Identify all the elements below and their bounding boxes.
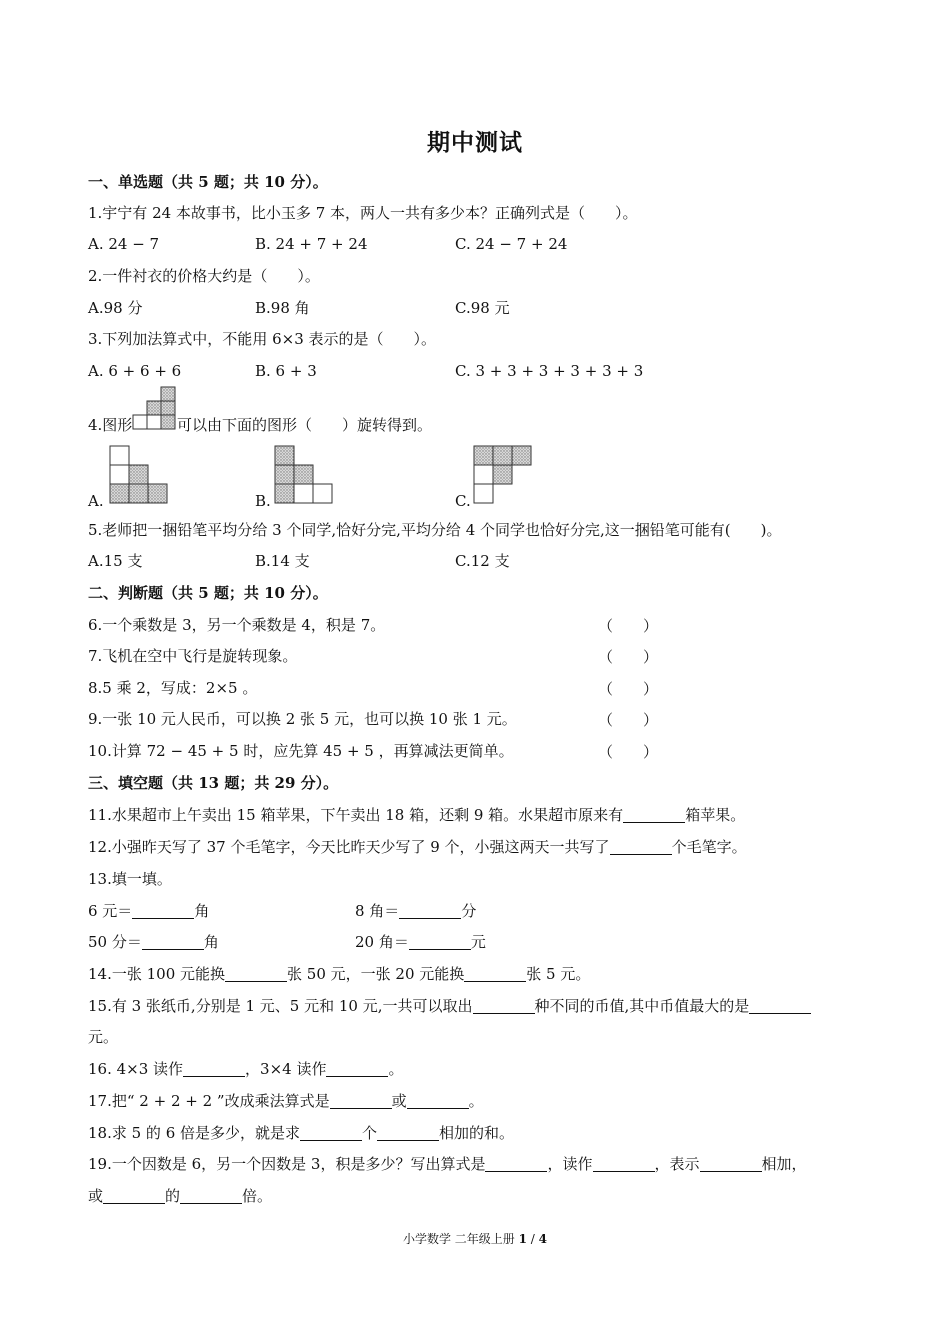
question-14: [88, 964, 590, 984]
question-18-blank-1[interactable]: [300, 1124, 362, 1141]
question-18: [88, 1123, 514, 1143]
question-15-blank-1[interactable]: [473, 997, 535, 1014]
question-17-blank-1[interactable]: [330, 1092, 392, 1109]
question-4-option-a-figure: [106, 444, 170, 504]
question-13-item-3-unit: 角: [203, 933, 219, 951]
question-16-text-2: ，3×4 读作: [245, 1060, 327, 1078]
question-13-item-4-text: 20 角＝: [355, 933, 409, 951]
question-2-option-b: B.98 角: [255, 299, 310, 317]
question-19-blank-5[interactable]: [180, 1187, 242, 1204]
question-14-text-3: 张 5 元。: [526, 965, 591, 983]
question-4-stem-post: 可以由下面的图形（ ）旋转得到。: [177, 416, 433, 434]
question-12-text-end: 个毛笔字。: [671, 838, 747, 856]
question-10-statement: 10.计算 72 − 45 + 5 时，应先算 45 + 5 ，再算减法更简单。: [88, 742, 514, 760]
page-footer: [0, 1230, 950, 1247]
question-9-statement: 9.一张 10 元人民币，可以换 2 张 5 元，也可以换 10 张 1 元。: [88, 710, 517, 728]
question-17-blank-2[interactable]: [407, 1092, 469, 1109]
question-19-text-4: 相加，: [761, 1155, 807, 1173]
question-16-text-3: 。: [388, 1060, 404, 1078]
question-19-text-7: 倍。: [242, 1187, 273, 1205]
section-heading-fill-in: 三、填空题（共 13 题；共 29 分）。: [88, 774, 339, 792]
question-19-text-2: ，读作: [547, 1155, 593, 1173]
question-13-item-3: [88, 932, 219, 952]
question-4-option-b-figure: [271, 444, 335, 504]
question-7-statement: 7.飞机在空中飞行是旋转现象。: [88, 647, 298, 665]
question-14-blank-2[interactable]: [464, 965, 526, 982]
question-9-answer-paren[interactable]: （ ）: [598, 711, 659, 729]
question-8-answer-paren[interactable]: （ ）: [598, 680, 659, 698]
question-17: [88, 1091, 484, 1111]
footer-page-number: 1: [518, 1232, 527, 1246]
question-15: [88, 996, 811, 1016]
question-19: [88, 1154, 807, 1174]
question-13-item-4-blank[interactable]: [409, 933, 471, 950]
question-1-option-c: C. 24 − 7 + 24: [455, 235, 568, 253]
question-12: [88, 837, 747, 857]
question-13-item-2-unit: 分: [461, 902, 477, 920]
question-3-option-c: C. 3 + 3 + 3 + 3 + 3 + 3: [455, 362, 644, 380]
question-5-option-b: B.14 支: [255, 552, 310, 570]
question-19-text-3: ，表示: [654, 1155, 700, 1173]
page-title: 期中测试: [427, 129, 523, 156]
question-11-text: 11.水果超市上午卖出 15 箱苹果，下午卖出 18 箱，还剩 9 箱。水果超市原来有: [88, 806, 624, 824]
question-19-text-5: 或: [88, 1187, 104, 1205]
question-13-item-2-blank[interactable]: [399, 902, 461, 919]
question-18-text-3: 相加的和。: [439, 1124, 515, 1142]
question-11-blank[interactable]: [623, 806, 685, 823]
question-8-statement: 8.5 乘 2，写成：2×5 。: [88, 679, 258, 697]
question-4-target-figure: [130, 386, 178, 432]
question-16-blank-2[interactable]: [326, 1060, 388, 1077]
question-13-item-1: [88, 901, 209, 921]
question-4-option-c-figure: [470, 444, 534, 504]
question-13-stem: 13.填一填。: [88, 870, 172, 888]
question-13-item-1-unit: 角: [194, 902, 210, 920]
question-2-option-c: C.98 元: [455, 299, 510, 317]
question-13-item-3-blank[interactable]: [142, 933, 204, 950]
question-3-option-a: A. 6 + 6 + 6: [88, 362, 182, 380]
section-heading-single-choice: 一、单选题（共 5 题；共 10 分）。: [88, 173, 328, 191]
question-19-blank-2[interactable]: [593, 1155, 655, 1172]
question-14-text-1: 14.一张 100 元能换: [88, 965, 226, 983]
question-19-blank-3[interactable]: [700, 1155, 762, 1172]
question-17-text-3: 。: [468, 1092, 484, 1110]
question-19-blank-1[interactable]: [485, 1155, 547, 1172]
question-18-text-2: 个: [362, 1124, 378, 1142]
question-2-stem: 2.一件衬衣的价格大约是（ ）。: [88, 267, 320, 285]
section-heading-true-false: 二、判断题（共 5 题；共 10 分）。: [88, 584, 328, 602]
question-4-option-b: B.: [255, 492, 271, 510]
question-1-option-b: B. 24 + 7 + 24: [255, 235, 368, 253]
footer-separator: /: [526, 1232, 539, 1246]
question-15-blank-2[interactable]: [749, 997, 811, 1014]
question-6-statement: 6.一个乘数是 3，另一个乘数是 4，积是 7。: [88, 616, 386, 634]
question-2-option-a: A.98 分: [88, 299, 143, 317]
question-12-text: 12.小强昨天写了 37 个毛笔字，今天比昨天少写了 9 个，小强这两天一共写了: [88, 838, 610, 856]
question-19-blank-4[interactable]: [103, 1187, 165, 1204]
question-14-text-2: 张 50 元，一张 20 元能换: [287, 965, 465, 983]
question-13-item-3-text: 50 分＝: [88, 933, 142, 951]
question-13-item-1-text: 6 元＝: [88, 902, 133, 920]
question-1-option-a: A. 24 − 7: [88, 235, 160, 253]
question-6-answer-paren[interactable]: （ ）: [598, 617, 659, 635]
question-10-answer-paren[interactable]: （ ）: [598, 743, 659, 761]
question-13-item-2: [355, 901, 476, 921]
question-3-stem: 3.下列加法算式中，不能用 6×3 表示的是（ ）。: [88, 330, 437, 348]
question-16-blank-1[interactable]: [183, 1060, 245, 1077]
question-17-text-2: 或: [391, 1092, 407, 1110]
question-4-stem-pre: 4.图形: [88, 416, 133, 434]
question-19-text-1: 19.一个因数是 6，另一个因数是 3，积是多少？写出算式是: [88, 1155, 486, 1173]
question-4-option-a: A.: [88, 492, 104, 510]
question-15-text-1: 15.有 3 张纸币,分别是 1 元、5 元和 10 元,一共可以取出: [88, 997, 473, 1015]
question-1-stem: 1.宇宁有 24 本故事书，比小玉多 7 本，两人一共有多少本？正确列式是（ ）。: [88, 204, 638, 222]
question-18-blank-2[interactable]: [377, 1124, 439, 1141]
question-13-item-4: [355, 932, 486, 952]
question-7-answer-paren[interactable]: （ ）: [598, 648, 659, 666]
question-19-line-2: [88, 1186, 272, 1206]
question-15-text-2: 种不同的币值,其中币值最大的是: [534, 997, 750, 1015]
question-13-item-4-unit: 元: [470, 933, 486, 951]
question-11-text-end: 箱苹果。: [685, 806, 746, 824]
question-16-text-1: 16. 4×3 读作: [88, 1060, 184, 1078]
question-5-option-c: C.12 支: [455, 552, 510, 570]
footer-page-total: 4: [538, 1232, 548, 1246]
question-4-option-c: C.: [455, 492, 471, 510]
question-5-option-a: A.15 支: [88, 552, 143, 570]
question-13-item-2-text: 8 角＝: [355, 902, 400, 920]
question-3-option-b: B. 6 + 3: [255, 362, 317, 380]
question-16: [88, 1059, 404, 1079]
question-12-blank[interactable]: [610, 838, 672, 855]
question-14-blank-1[interactable]: [225, 965, 287, 982]
question-19-text-6: 的: [165, 1187, 181, 1205]
question-17-text-1: 17.把“ 2 + 2 + 2 ”改成乘法算式是: [88, 1092, 330, 1110]
footer-text: 小学数学 二年级上册: [402, 1232, 519, 1246]
question-5-stem: 5.老师把一捆铅笔平均分给 3 个同学,恰好分完,平均分给 4 个同学也恰好分完,这一捆铅笔可能有( )。: [88, 521, 782, 539]
question-18-text-1: 18.求 5 的 6 倍是多少，就是求: [88, 1124, 301, 1142]
question-15-text-3: 元。: [88, 1028, 119, 1046]
question-11: [88, 805, 745, 825]
question-13-item-1-blank[interactable]: [132, 902, 194, 919]
